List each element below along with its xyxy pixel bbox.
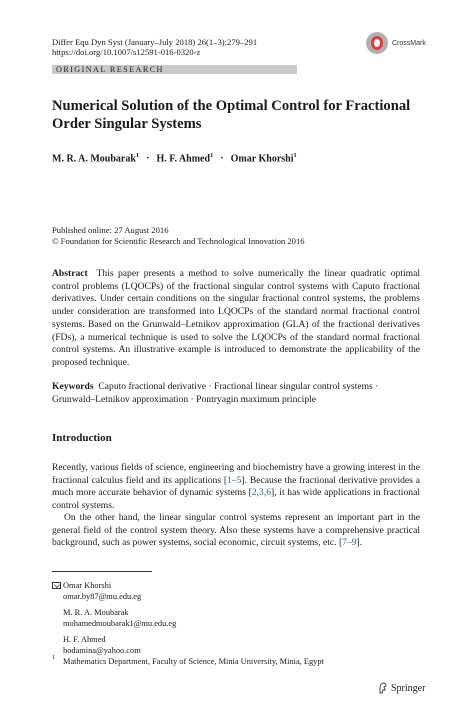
intro-text: ], it has wide applications in fractional control systems.	[52, 487, 420, 512]
author-name: M. R. A. Moubarak	[52, 153, 136, 165]
keywords-text: Caputo fractional derivative · Fractional linear singular control systems · Grunwald–Letnikov approximation · Pontryagin maximum principle	[52, 381, 379, 405]
author-name: H. F. Ahmed	[156, 153, 211, 165]
intro-text: On the other hand, the linear singular control systems represent an important part in the general field of the control system theory. Also these systems have a comprehensive practical background, such as power systems, social economic, circuit systems, etc. [	[52, 512, 420, 549]
contact-name: M. R. A. Moubarak	[63, 608, 129, 617]
abstract	[52, 268, 420, 370]
footnote-mark: 1	[52, 654, 56, 661]
journal-citation: Differ Equ Dyn Syst (January–July 2018) 26(1–3):279–291	[52, 37, 258, 47]
citation-link[interactable]: 1–5	[227, 474, 242, 486]
contact-name: Omar Khorshi	[63, 581, 112, 590]
crossmark-icon	[366, 32, 388, 54]
copyright-notice: © Foundation for Scientific Research and Technological Innovation 2016	[52, 236, 305, 246]
intro-text: Recently, various fields of science, engineering and biochemistry have a growing interest in the fractional calculus field and its applications [	[52, 462, 420, 486]
author-separator: ·	[146, 153, 150, 165]
author-affiliation-mark: 1	[210, 152, 214, 159]
abstract-label: Abstract	[52, 268, 88, 279]
citation-link[interactable]: 7–9	[342, 537, 357, 549]
affiliation-footnote: Mathematics Department, Faculty of Science, Minia University, Minia, Egypt	[63, 657, 324, 666]
envelope-icon	[52, 582, 61, 589]
contact-email[interactable]: mohamedmoubarak1@mu.edu.eg	[63, 619, 177, 628]
intro-paragraph-1	[52, 462, 420, 513]
doi-link[interactable]: https://doi.org/10.1007/s12591-016-0320-z	[52, 47, 201, 57]
author-name: Omar Khorshi	[230, 153, 294, 165]
crossmark-label: CrossMark	[392, 39, 426, 47]
section-heading-introduction: Introduction	[52, 432, 112, 444]
paper-title: Numerical Solution of the Optimal Control for Fractional Order Singular Systems	[52, 98, 411, 132]
article-type: ORIGINAL RESEARCH	[56, 65, 164, 74]
intro-paragraph-2	[52, 512, 420, 550]
intro-text: ].	[356, 537, 363, 549]
publisher-logo	[378, 682, 425, 694]
author-separator: ·	[220, 153, 224, 165]
crossmark-badge[interactable]	[366, 30, 436, 56]
keywords-label: Keywords	[52, 381, 94, 392]
abstract-text: This paper presents a method to solve numerically the linear quadratic optimal control problems (LQOCPs) of the fractional singular control systems with Caputo fractional derivatives. Under certain conditions on the singular fractional control systems, the problems under consideration are transformed into LQOCPs of the standard normal fractional control systems. Based on the Grunwald–Letnikov approximation (GLA) of the fractional derivatives (FDs), a numerical technique is used to solve the LQOCPs of the standard normal fractional control systems. An illustrative example is introduced to demonstrate the applicability of the proposed technique.	[52, 268, 420, 368]
publisher-name: Springer	[391, 682, 426, 694]
keywords	[52, 381, 420, 406]
author-affiliation-mark: 1	[135, 152, 140, 159]
contact-email[interactable]: hodamina@yahoo.com	[63, 646, 141, 655]
footnote-divider	[52, 571, 152, 572]
citation-link[interactable]: 2,3,6	[251, 487, 272, 499]
intro-text: ]. Because the fractional derivative provides a much more accurate behavior of dynamic systems [	[52, 474, 420, 499]
author-affiliation-mark: 1	[293, 152, 297, 159]
author-list	[52, 150, 297, 165]
published-date: Published online: 27 August 2016	[52, 225, 169, 235]
contact-name: H. F. Ahmed	[63, 635, 106, 644]
contact-email[interactable]: omar.by87@mu.edu.eg	[63, 592, 142, 601]
springer-horse-icon	[378, 682, 388, 694]
